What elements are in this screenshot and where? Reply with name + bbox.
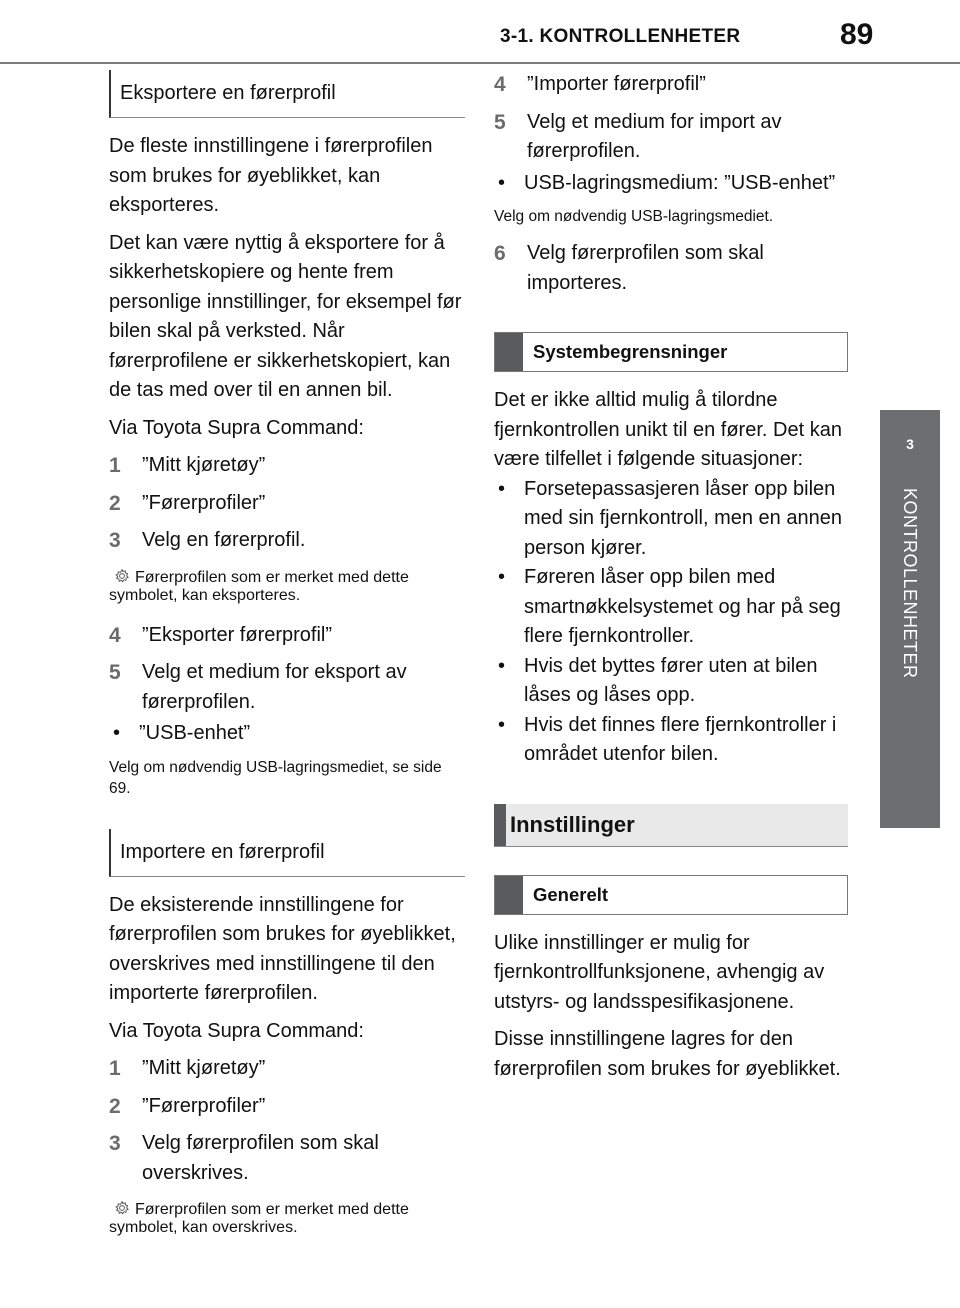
export-step: 4 ”Eksporter førerprofil” [109,623,333,647]
export-step: 2 ”Førerprofiler” [109,491,266,515]
chapter-number-tab: 3 [880,410,940,478]
header-rule [0,62,960,64]
export-paragraph-1: De fleste innstillingene i førerprofilen som brukes for øyeblikket, kan eksporteres. [109,135,433,216]
export-small-note: Velg om nødvendig USB-lagringsmediet, se side 69. [109,758,442,797]
import-step: 1 ”Mitt kjøretøy” [109,1057,266,1080]
general-paragraph-1: Ulike innstillinger er mulig for fjernkontrollfunksjonene, avhengig av utstyrs- og landsspesifikasjonene. [494,931,825,1013]
via-command-1: Via Toyota Supra Command: [109,416,364,439]
limits-bullet: • Hvis det finnes flere fjernkontroller i området utenfor bilen. [498,713,837,765]
import-step: 6 Velg førerprofilen som skal importeres. [494,242,764,294]
import-step: 3 Velg førerprofilen som skal overskrives. [109,1132,379,1184]
export-step: 3 Velg en førerprofil. [109,529,306,552]
chapter-label-tab: KONTROLLENHETER [880,478,940,828]
import-step: 2 ”Førerprofiler” [109,1094,266,1118]
limits-heading: Systembegrensninger [494,332,848,372]
import-note: Førerprofilen som er merket med dette symbolet, kan overskrives. [109,1201,409,1236]
import-step: 5 Velg et medium for import av førerprofilen. [494,110,782,162]
limits-paragraph: Det er ikke alltid mulig å tilordne fjernkontrollen unikt til en fører. Det kan være tilfellet i følgende situasjoner: [494,389,842,470]
general-heading: Generelt [494,875,848,915]
export-step: 5 Velg et medium for eksport av førerprofilen. [109,661,407,713]
gear-icon [113,1200,131,1216]
settings-heading: Innstillinger [494,804,848,847]
import-bullet: • USB-lagringsmedium: ”USB-enhet” [498,171,836,194]
limits-bullet: • Hvis det byttes fører uten at bilen låses og låses opp. [498,654,818,706]
import-heading: Importere en førerprofil [109,829,465,877]
import-step: 4 ”Importer førerprofil” [494,73,706,96]
export-step: 1 ”Mitt kjøretøy” [109,454,266,477]
gear-icon [113,568,131,584]
export-heading: Eksportere en førerprofil [109,70,465,118]
import-small-note: Velg om nødvendig USB-lagringsmediet. [494,208,774,225]
via-command-2: Via Toyota Supra Command: [109,1019,364,1042]
limits-bullet: • Føreren låser opp bilen med smartnøkkelsystemet og har på seg flere fjernkontroller. [498,566,841,647]
export-note: Førerprofilen som er merket med dette symbolet, kan eksporteres. [109,568,409,604]
section-title: 3-1. KONTROLLENHETER [500,26,741,47]
general-paragraph-2: Disse innstillingene lagres for den førerprofilen som brukes for øyeblikket. [494,1028,841,1080]
export-bullet: • ”USB-enhet” [113,722,251,744]
limits-bullet: • Forsetepassasjeren låser opp bilen med sin fjernkontroll, men en annen person kjører. [498,477,842,559]
export-paragraph-2: Det kan være nyttig å eksportere for å sikkerhetskopiere og hente frem personlige innstillinger, for eksempel før bilen skal på verksted. Når førerprofilene er sikkerhetskopiert, kan de tas med over til en annen bil. [109,231,462,401]
left-column [109,70,465,1253]
right-column [494,70,848,1092]
import-paragraph-1: De eksisterende innstillingene for førerprofilen som brukes for øyeblikket, overskrives med innstillingene til den importerte førerprofilen. [109,893,456,1004]
page-number: 89 [840,18,874,51]
